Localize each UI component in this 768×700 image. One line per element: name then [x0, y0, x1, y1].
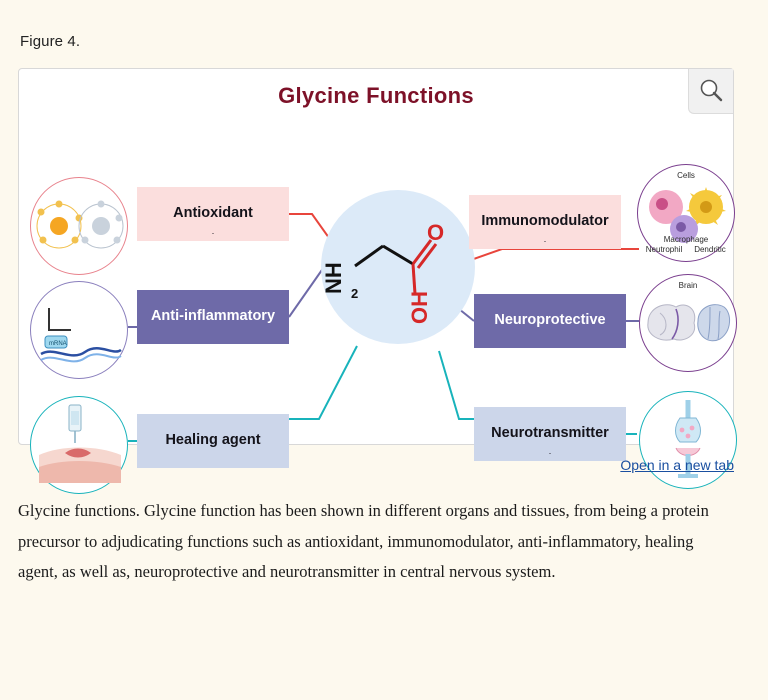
node-neuroprotective [474, 294, 626, 348]
node-healing-agent-label: Healing agent [165, 432, 261, 449]
figure-label: Figure 4. [20, 33, 81, 50]
node-immunomodulator-label: Immunomodulator [481, 213, 609, 230]
node-antioxidant-label: Antioxidant [173, 205, 253, 222]
figure-caption: Glycine functions. Glycine function has been shown in different organs and tissues, from being a protein precursor to adjudicating functions such as antioxidant, immunomodulator, anti-inflammatory, healing agent, as well as, neuroprotective and neurotransmitter in central nervous system. [18, 501, 709, 582]
svg-text:NH: NH [321, 262, 346, 294]
node-neurotransmitter-sub: . [548, 446, 552, 457]
gene-expression-illustration [30, 281, 128, 379]
node-antioxidant-sub: . [211, 226, 215, 237]
node-immunomodulator-sub: . [543, 234, 547, 245]
brain-caption: Brain [678, 281, 698, 290]
node-neurotransmitter-label: Neurotransmitter [491, 425, 609, 442]
svg-text:O: O [427, 220, 445, 245]
node-neuroprotective-label: Neuroprotective [494, 312, 606, 329]
open-in-new-tab-link[interactable]: Open in a new tab [620, 457, 734, 473]
svg-text:OH: OH [407, 291, 432, 324]
svg-text:2: 2 [351, 286, 359, 301]
figure-image-container[interactable] [18, 68, 734, 457]
macrophage-caption: Macrophage [663, 235, 709, 244]
node-antioxidant [137, 187, 289, 241]
node-anti-inflammatory [137, 290, 289, 344]
glycine-molecule [321, 190, 475, 344]
svg-text:mRNA: mRNA [49, 341, 67, 347]
figure-title: Glycine Functions [278, 83, 474, 108]
cells-caption: Cells [677, 171, 695, 180]
cells-illustration [637, 164, 735, 262]
brain-illustration [639, 274, 737, 372]
node-immunomodulator [469, 195, 621, 249]
dendritic-caption: Dendritic [694, 245, 726, 254]
node-neurotransmitter [474, 407, 626, 461]
neutrophil-caption: Neutrophil [645, 245, 683, 254]
skin-healing-illustration [30, 396, 128, 494]
antioxidant-illustration [30, 177, 128, 275]
node-anti-inflammatory-label: Anti-inflammatory [150, 308, 276, 325]
open-in-new-tab-row [18, 457, 734, 475]
